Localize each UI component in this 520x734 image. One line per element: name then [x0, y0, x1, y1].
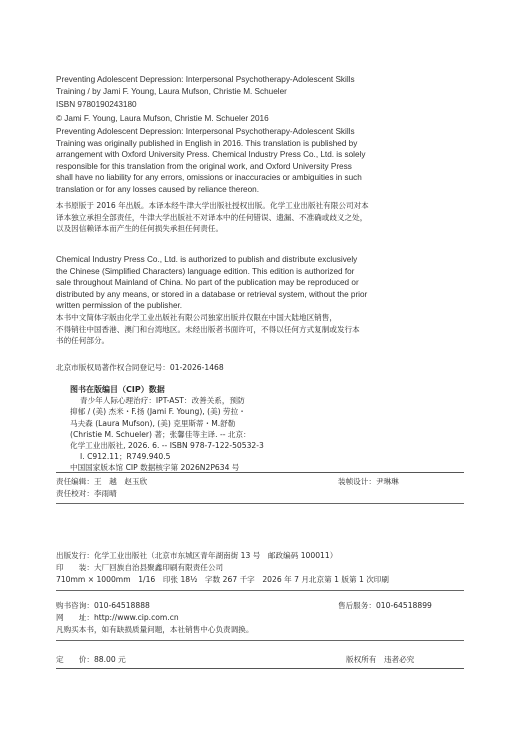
- divider: [56, 590, 464, 591]
- proof-row: [56, 488, 464, 499]
- rights-cn-line: 书的任何部分。: [56, 336, 110, 345]
- rights-cn-block: [56, 312, 458, 347]
- original-title-line: Training / by Jami F. Young, Laura Mufson, Christie M. Schueler: [56, 86, 287, 96]
- notice-en-line: responsible for this translation from the original work, and Oxford University Press: [56, 161, 352, 171]
- editor-label: 责任编辑：: [56, 477, 94, 486]
- publisher-row: [56, 550, 464, 561]
- rights-cn-line: 本书中文简体字版由化学工业出版社有限公司独家出版并仅限在中国大陆地区销售，: [56, 313, 337, 322]
- divider: [56, 472, 464, 473]
- cip-line: 中国国家版本馆 CIP 数据核字第 2026N2P634 号: [70, 463, 240, 473]
- rights-en-line: sale throughout Mainland of China. No part of the publication may be reproduced or: [56, 278, 359, 287]
- cip-line: 马夫森 (Laura Mufson), (美) 克里斯蒂・M.舒勒: [70, 418, 236, 428]
- cip-block: [70, 384, 460, 474]
- notice-en-line: shall have no liability for any errors, omissions or inaccuracies or ambiguities in such: [56, 173, 362, 182]
- notice-en-line: Preventing Adolescent Depression: Interpersonal Psychotherapy-Adolescent Skills: [56, 127, 355, 136]
- web-label: 网 址：: [56, 613, 94, 622]
- purchase-row: [56, 600, 464, 611]
- divider: [56, 640, 464, 641]
- printer-label: 印 装：: [56, 563, 94, 572]
- design-label: 装帧设计：: [338, 477, 376, 486]
- cip-line: 化学工业出版社, 2026. 6. -- ISBN 978-7-122-50532-3: [70, 441, 264, 451]
- rights-en-line: distributed by any means, or stored in a database or retrieval system, without the prior: [56, 289, 368, 299]
- notice-en-line: translation or for any losses caused by reliance thereon.: [56, 184, 259, 194]
- notice-cn-line: 译本独立承担全部责任，牛津大学出版社不对译本中的任何错误、遗漏、不准确或歧义之处，: [56, 212, 368, 222]
- editor-value: 王 越 赵玉欣: [93, 477, 148, 486]
- cip-title: 图书在版编目（CIP）数据: [70, 385, 165, 394]
- purchase-label: 购书咨询：: [56, 601, 94, 610]
- rights-en-line: written permission of the publisher.: [56, 301, 183, 310]
- rights-reserved: 版权所有 违者必究: [346, 655, 415, 664]
- printer-value: 大厂回族自治县聚鑫印刷有限责任公司: [93, 563, 224, 572]
- cip-line: Ⅰ. C912.11；R749.940.5: [80, 452, 171, 462]
- aftersale-label: 售后服务：: [338, 601, 376, 610]
- design-value: 尹琳琳: [375, 477, 399, 486]
- notice-en-line: Training was originally published in English in 2016. This translation is published by: [56, 138, 358, 148]
- rights-en-line: Chemical Industry Press Co., Ltd. is authorized to publish and distribute exclusively: [56, 255, 358, 264]
- original-title-block: [56, 74, 458, 195]
- cip-line: (Christie M. Schueler) 著；张馨佳等主译. -- 北京：: [70, 429, 251, 439]
- web-row: [56, 612, 464, 623]
- aftersale-value: 010-64518899: [375, 601, 432, 610]
- proof-label: 责任校对：: [56, 489, 94, 498]
- rights-en-block: [56, 254, 458, 312]
- purchase-value: 010-64518888: [93, 601, 150, 610]
- publisher-value: 化学工业出版社（北京市东城区青年湖南街 13 号 邮政编码 100011）: [93, 551, 338, 560]
- specs-row: 710mm × 1000mm 1/16 印张 18½ 字数 267 千字 2026 年 7 月北京第 1 版第 1 次印刷: [56, 575, 389, 584]
- proof-value: 李雨晴: [93, 489, 117, 498]
- original-title-line: Preventing Adolescent Depression: Interpersonal Psychotherapy-Adolescent Skills: [56, 75, 355, 84]
- price-row: [56, 654, 464, 665]
- cip-line: 青少年人际心理治疗：IPT-AST：改善关系，预防: [80, 396, 245, 406]
- registration-number: 北京市版权局著作权合同登记号：01-2026-1468: [56, 363, 224, 372]
- divider: [56, 503, 464, 504]
- replacement-notice: 凡购买本书，如有缺损质量问题，本社销售中心负责调换。: [56, 625, 254, 634]
- price-label: 定 价：: [56, 655, 94, 664]
- publisher-label: 出版发行：: [56, 551, 94, 560]
- copyright-line: © Jami F. Young, Laura Mufson, Christie M. Schueler 2016: [56, 113, 269, 123]
- web-value: http://www.cip.com.cn: [93, 613, 179, 622]
- divider: [56, 668, 464, 669]
- notice-en-line: arrangement with Oxford University Press. Chemical Industry Press Co., Ltd. is solely: [56, 150, 366, 159]
- editor-row: [56, 476, 464, 487]
- price-value: 88.00 元: [93, 655, 126, 664]
- isbn: ISBN 9780190243180: [56, 100, 137, 109]
- cip-line: 抑郁 / (美) 杰米・F.扬 (Jami F. Young), (美) 劳拉・: [70, 407, 246, 417]
- notice-cn-line: 以及因信赖译本而产生的任何损失承担任何责任。: [56, 224, 224, 233]
- notice-cn-block: [56, 200, 458, 235]
- notice-cn-line: 本书原版于 2016 年出版。本译本经牛津大学出版社授权出版。化学工业出版社有限公司对本: [56, 201, 369, 210]
- rights-cn-line: 不得销往中国香港、澳门和台湾地区。未经出版者书面许可，不得以任何方式复制或发行本: [56, 324, 360, 334]
- rights-en-line: the Chinese (Simplified Characters) language edition. This edition is authorized for: [56, 266, 355, 276]
- printer-row: [56, 562, 464, 573]
